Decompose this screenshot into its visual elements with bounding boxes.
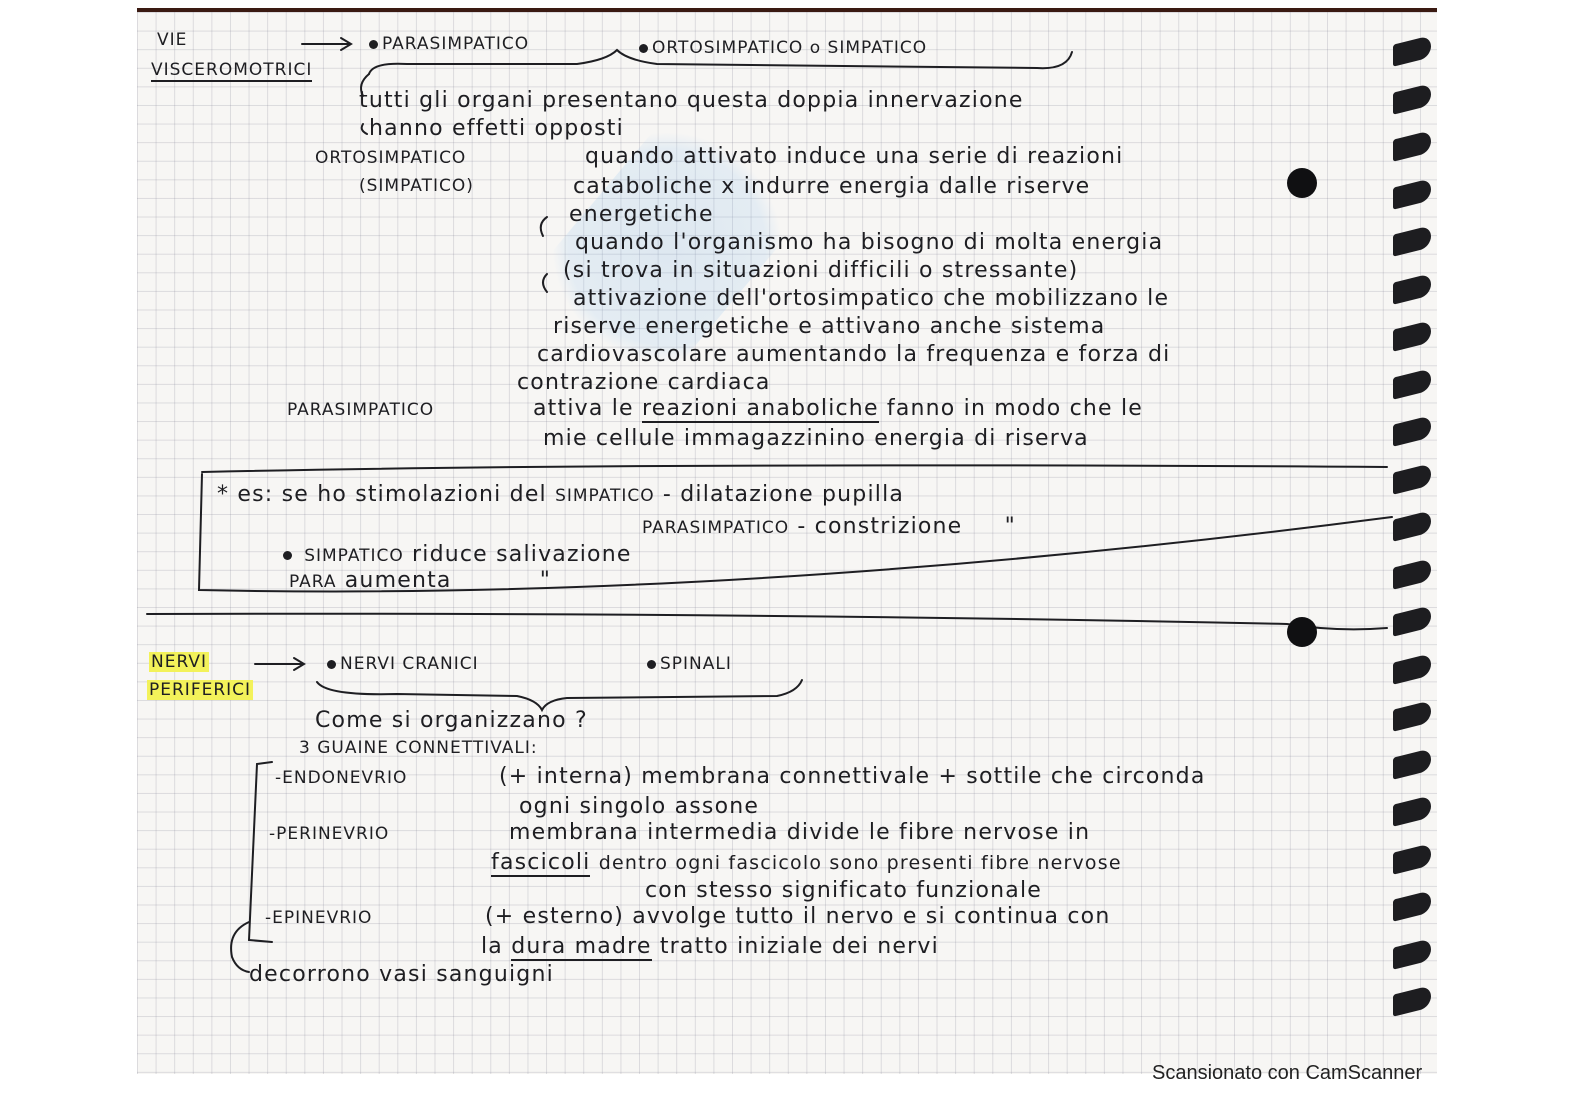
spiral-coil: [1393, 748, 1431, 779]
spiral-coil: [1393, 178, 1431, 209]
note-line: mie cellule immagazzinino energia di riserva: [543, 426, 1089, 451]
note-line: [481, 934, 939, 959]
branch-spinali: [647, 654, 732, 674]
spiral-coil: [1393, 558, 1431, 589]
spiral-coil: [1393, 843, 1431, 874]
heading-visceromotrici: VISCEROMOTRICI: [151, 60, 313, 80]
bullet-icon: [283, 551, 292, 560]
spiral-coil: [1393, 368, 1431, 399]
bullet-icon: [369, 40, 378, 49]
spiral-coil: [1393, 83, 1431, 114]
text-run: la: [481, 934, 503, 959]
text-run: PARASIMPATICO: [642, 518, 790, 538]
label-epinevrio: -EPINEVRIO: [265, 908, 373, 928]
text-run: - dilatazione pupilla: [662, 482, 905, 507]
note-line: cardiovascolare aumentando la frequenza e forza di: [537, 342, 1171, 367]
text-run: membrana intermedia: [509, 820, 779, 845]
spiral-coil: [1393, 795, 1431, 826]
bullet-icon: [639, 44, 648, 53]
note-line: ogni singolo assone: [519, 794, 760, 819]
note-line: energetiche: [569, 202, 714, 227]
branch-label: NERVI CRANICI: [340, 654, 479, 674]
branch-label: SPINALI: [660, 654, 732, 674]
bullet-icon: [327, 660, 336, 669]
note-line: (+ interna) membrana connettivale + sottile che circonda: [499, 764, 1206, 789]
branch-ortosimpatico: [639, 38, 927, 58]
label-endonevrio: -ENDONEVRIO: [275, 768, 408, 788]
branch-label: ORTOSIMPATICO o SIMPATICO: [652, 38, 928, 58]
label-parasimpatico: PARASIMPATICO: [287, 400, 435, 420]
note-line: hanno effetti opposti: [369, 116, 624, 141]
punch-mark: [1287, 168, 1317, 198]
spiral-coil: [1393, 130, 1431, 161]
guaine-line: 3 GUAINE CONNETTIVALI:: [299, 738, 538, 758]
text-run: tratto iniziale dei nervi: [659, 934, 939, 959]
text-run: fascicoli: [491, 850, 591, 875]
text-run: SIMPATICO: [304, 546, 404, 566]
heading-periferici: [147, 680, 253, 700]
question-line: Come si organizzano ?: [315, 708, 588, 733]
text-run: attiva le: [533, 396, 634, 421]
spiral-coil: [1393, 653, 1431, 684]
note-line: quando l'organismo ha bisogno di molta energia: [575, 230, 1164, 255]
spiral-coil: [1393, 605, 1431, 636]
spiral-coil: [1393, 510, 1431, 541]
text-run: - constrizione: [797, 514, 963, 539]
text-run: se ho stimolazioni del: [281, 482, 547, 507]
punch-mark: [1287, 617, 1317, 647]
text-run: dura madre: [511, 934, 652, 959]
bullet-icon: [647, 660, 656, 669]
spiral-coil: [1393, 700, 1431, 731]
spiral-coil: [1393, 463, 1431, 494]
heading-vie: VIE: [157, 30, 188, 50]
branch-parasimpatico: [369, 34, 529, 54]
text-run: PERIFERICI: [149, 680, 252, 700]
spiral-coil: [1393, 938, 1431, 969]
note-line: quando attivato induce una serie di reazioni: [585, 144, 1124, 169]
text-run: aumenta: [344, 568, 452, 593]
note-line: contrazione cardiaca: [517, 370, 771, 395]
note-line: attivazione dell'ortosimpatico che mobilizzano le: [573, 286, 1170, 311]
spiral-coil: [1393, 985, 1431, 1016]
example-line: [283, 542, 632, 567]
spiral-binding: [1393, 40, 1435, 1038]
text-run: reazioni anaboliche: [642, 396, 879, 421]
label-perinevrio: -PERINEVRIO: [269, 824, 390, 844]
spiral-coil: [1393, 415, 1431, 446]
label-simpatico: (SIMPATICO): [359, 176, 474, 196]
spiral-coil: [1393, 890, 1431, 921]
note-line: [491, 850, 1122, 875]
branch-label: PARASIMPATICO: [382, 34, 530, 54]
spiral-coil: [1393, 225, 1431, 256]
text-run: ": [1004, 514, 1016, 539]
heading-nervi: [149, 652, 209, 672]
example-line: [217, 482, 904, 507]
text-run: ": [539, 568, 552, 593]
branch-cranici: [327, 654, 479, 674]
scanner-footer: Scansionato con CamScanner: [1152, 1062, 1423, 1084]
note-line: cataboliche x indurre energia dalle riserve: [573, 174, 1091, 199]
note-line: (si trova in situazioni difficili o stressante): [563, 258, 1079, 283]
text-run: * es:: [217, 482, 274, 507]
example-line: [642, 514, 1016, 539]
text-run: divide le fibre nervose in: [786, 820, 1091, 845]
text-run: NERVI: [151, 652, 207, 672]
text-run: SIMPATICO: [555, 486, 655, 506]
spiral-coil: [1393, 273, 1431, 304]
text-run: dentro ogni fascicolo sono presenti fibre nervose: [598, 852, 1122, 874]
note-line: [509, 820, 1090, 845]
example-line: [289, 568, 551, 593]
spiral-coil: [1393, 320, 1431, 351]
notebook-page: [137, 8, 1437, 1074]
note-line: riserve energetiche e attivano anche sistema: [553, 314, 1106, 339]
note-line: tutti gli organi presentano questa doppia innervazione: [359, 88, 1024, 113]
note-line: [533, 396, 1143, 421]
text-run: PARA: [289, 572, 337, 592]
note-line: decorrono vasi sanguigni: [249, 962, 554, 987]
spiral-coil: [1393, 35, 1431, 66]
note-line: con stesso significato funzionale: [645, 878, 1043, 903]
note-line: (+ esterno) avvolge tutto il nervo e si continua con: [485, 904, 1111, 929]
text-run: riduce salivazione: [412, 542, 632, 567]
text-run: fanno in modo che le: [886, 396, 1144, 421]
label-ortosimpatico: ORTOSIMPATICO: [315, 148, 467, 168]
